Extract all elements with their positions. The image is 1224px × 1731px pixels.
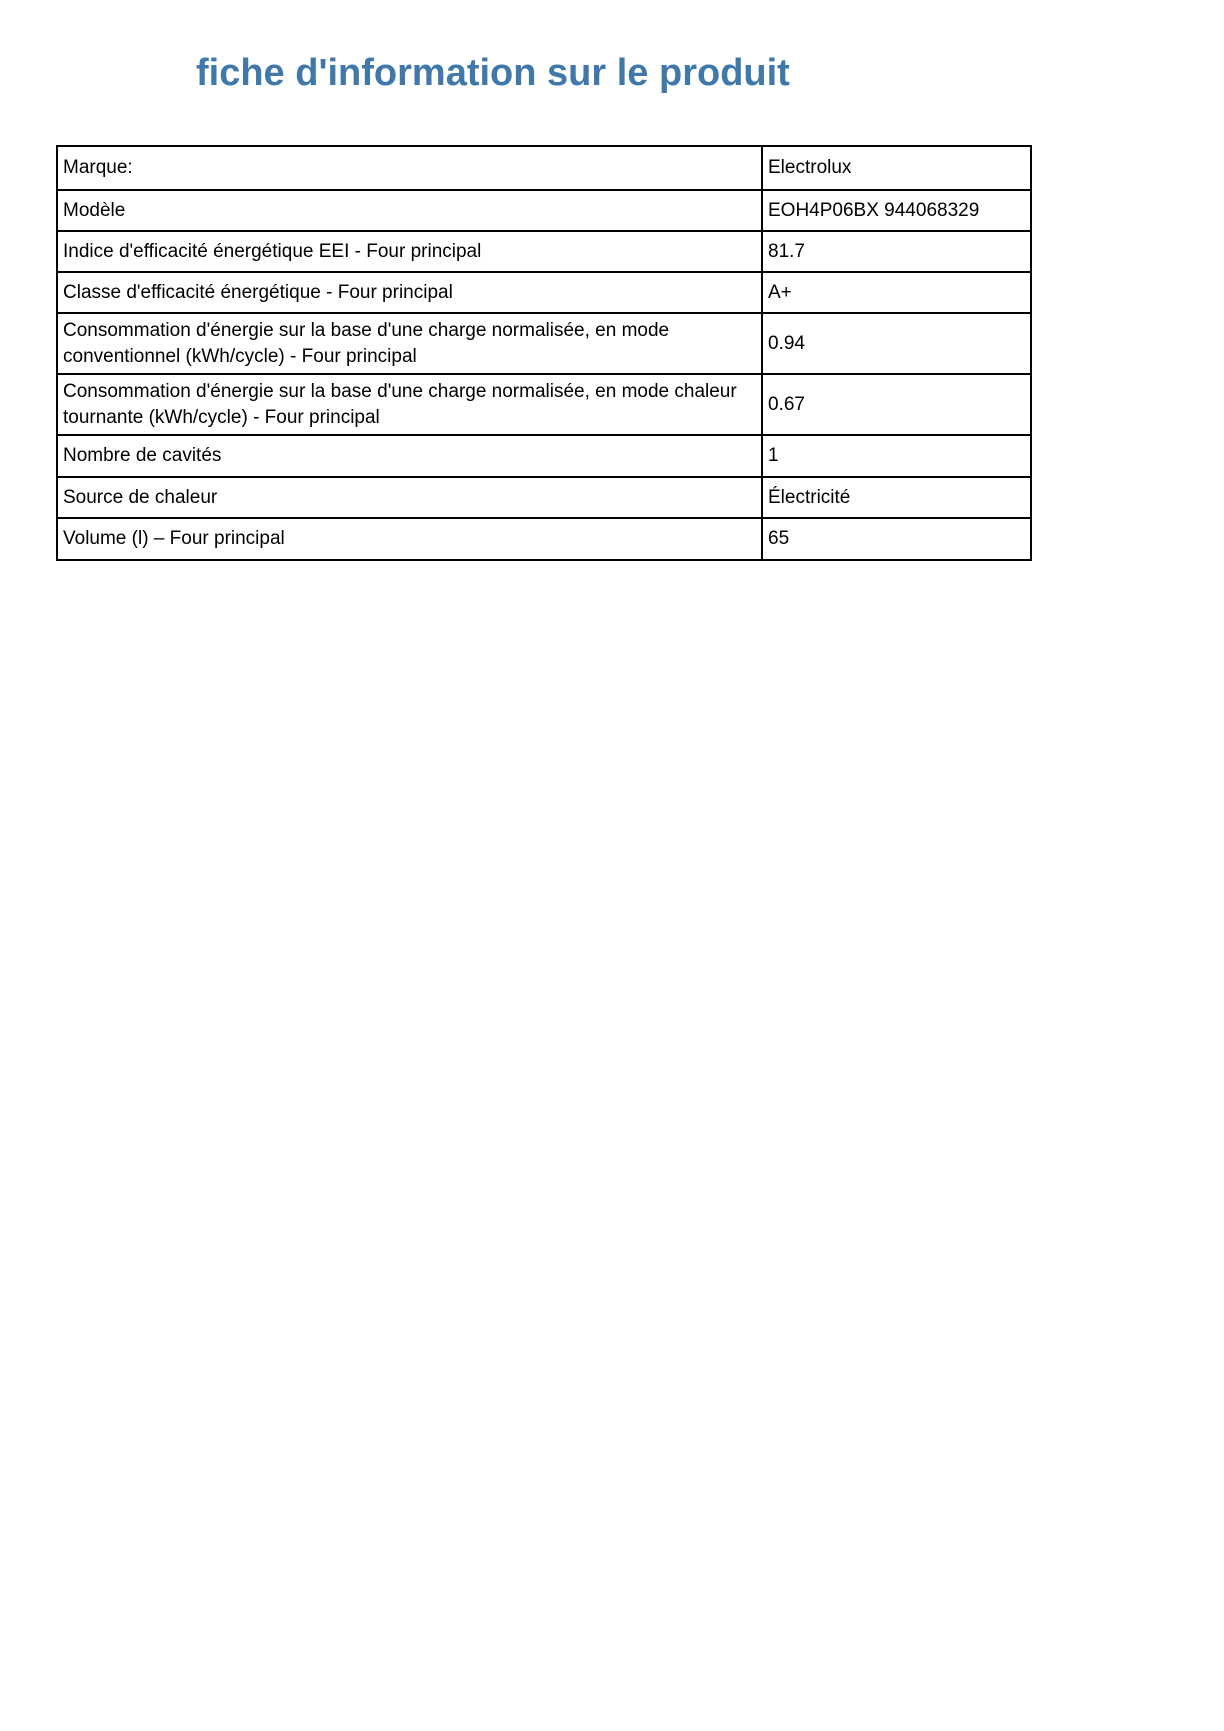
spec-label: Marque: — [57, 146, 762, 190]
spec-label: Classe d'efficacité énergétique - Four principal — [57, 272, 762, 313]
table-row-source-chaleur — [57, 477, 1031, 518]
spec-value: 0.67 — [762, 374, 1031, 435]
spec-label: Modèle — [57, 190, 762, 231]
table-row-classe-energetique — [57, 272, 1031, 313]
table-row-marque — [57, 146, 1031, 190]
spec-label: Nombre de cavités — [57, 435, 762, 477]
table-row-modele — [57, 190, 1031, 231]
spec-value: Électricité — [762, 477, 1031, 518]
spec-label: Consommation d'énergie sur la base d'une charge normalisée, en mode conventionnel (kWh/cycle) - Four principal — [57, 313, 762, 374]
spec-value: EOH4P06BX 944068329 — [762, 190, 1031, 231]
spec-value: 1 — [762, 435, 1031, 477]
spec-value: 81.7 — [762, 231, 1031, 272]
spec-label: Indice d'efficacité énergétique EEI - Four principal — [57, 231, 762, 272]
spec-label: Source de chaleur — [57, 477, 762, 518]
table-row-indice-eei — [57, 231, 1031, 272]
spec-value: A+ — [762, 272, 1031, 313]
spec-label: Consommation d'énergie sur la base d'une charge normalisée, en mode chaleur tournante (kWh/cycle) - Four principal — [57, 374, 762, 435]
table-row-nombre-cavites — [57, 435, 1031, 477]
table-row-conso-conventionnel — [57, 313, 1031, 374]
table-row-conso-chaleur-tournante — [57, 374, 1031, 435]
spec-value: 0.94 — [762, 313, 1031, 374]
page-title: fiche d'information sur le produit — [196, 52, 790, 94]
table-row-volume — [57, 518, 1031, 560]
product-info-table — [56, 145, 1032, 561]
product-info-table-body — [57, 146, 1031, 560]
spec-value: 65 — [762, 518, 1031, 560]
spec-value: Electrolux — [762, 146, 1031, 190]
spec-label: Volume (l) – Four principal — [57, 518, 762, 560]
